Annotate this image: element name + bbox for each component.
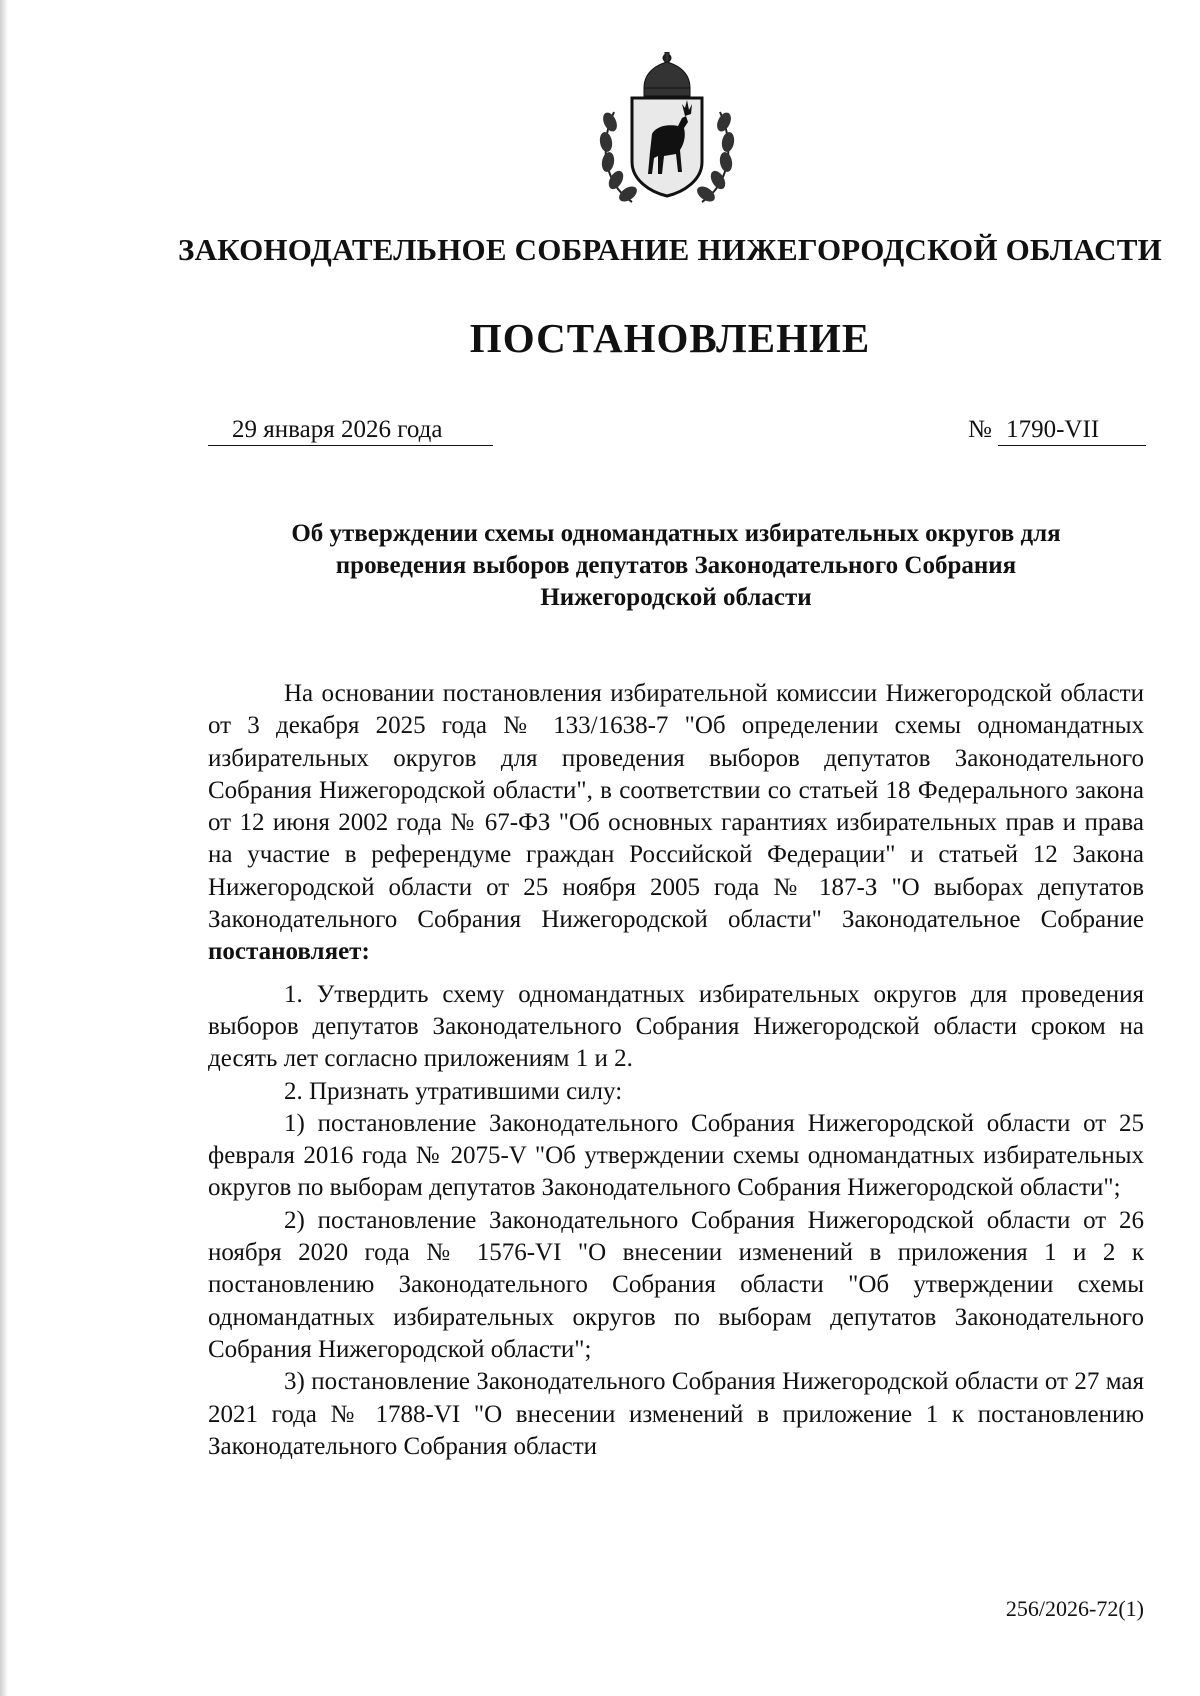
subject-line: Об утверждении схемы одномандатных избирательных округов для: [291, 520, 1061, 547]
subclause-1: 1) постановление Законодательного Собрания Нижегородской области от 25 февраля 2016 года № 2075-V "Об утверждении схемы одномандатных избирательных округов по выборам депутатов Законодательного Собрания Нижегородской области";: [208, 1109, 1144, 1202]
nizhny-novgorod-coat-of-arms-icon: [592, 52, 742, 212]
number-value: 1790-VII: [998, 415, 1146, 446]
footer-registration-code: 256/2026-72(1): [1005, 1596, 1144, 1621]
subject-line: Нижегородской области: [540, 584, 812, 611]
preamble-text: На основании постановления избирательной комиссии Нижегородской области от 3 декабря 2025 года № 133/1638-7 "Об определении схемы одномандатных избирательных округов для проведения выборов депутатов Законодательного Собрания Нижегородской области", в соответствии со статьей 18 Федерального закона от 12 июня 2002 года № 67-ФЗ "Об основных гарантиях избирательных прав и права на участие в референдуме граждан Российской Федерации" и статьей 12 Закона Нижегородской области от 25 ноября 2005 года № 187-З "О выборах депутатов Законодательного Собрания Нижегородской области" Законодательное Собрание: [208, 680, 1144, 934]
preamble-paragraph: [208, 678, 1144, 969]
clause-1: 1. Утвердить схему одномандатных избирательных округов для проведения выборов депутатов Законодательного Собрания Нижегородской области сроком на десять лет согласно приложениям 1 и 2.: [208, 980, 1144, 1073]
document-subject: [208, 518, 1144, 614]
document-type-heading: ПОСТАНОВЛЕНИЕ: [469, 315, 871, 361]
subclause-3: 3) постановление Законодательного Собрания Нижегородской области от 27 мая 2021 года № 1788-VI "О внесении изменений в приложение 1 к постановлению Законодательного Собрания области: [208, 1368, 1144, 1460]
subject-line: проведения выборов депутатов Законодательного Собрания: [335, 552, 1017, 579]
number-prefix: №: [968, 416, 992, 443]
scan-edge: [0, 0, 8, 1696]
organization-title: ЗАКОНОДАТЕЛЬНОЕ СОБРАНИЕ НИЖЕГОРОДСКОЙ ОБЛАСТИ: [178, 232, 1162, 267]
document-number: [968, 415, 1146, 446]
document-date: 29 января 2026 года: [208, 415, 493, 446]
document-body: [208, 678, 1144, 1463]
resolution-verb: постановляет:: [208, 938, 370, 966]
subclause-2: 2) постановление Законодательного Собрания Нижегородской области от 26 ноября 2020 года № 1576-VI "О внесении изменений в приложения 1 и 2 к постановлению Законодательного Собрания области "Об утверждении схемы одномандатных избирательных округов по выборам депутатов Законодательного Собрания Нижегородской области";: [208, 1206, 1144, 1363]
clause-2: 2. Признать утратившими силу:: [284, 1077, 623, 1105]
